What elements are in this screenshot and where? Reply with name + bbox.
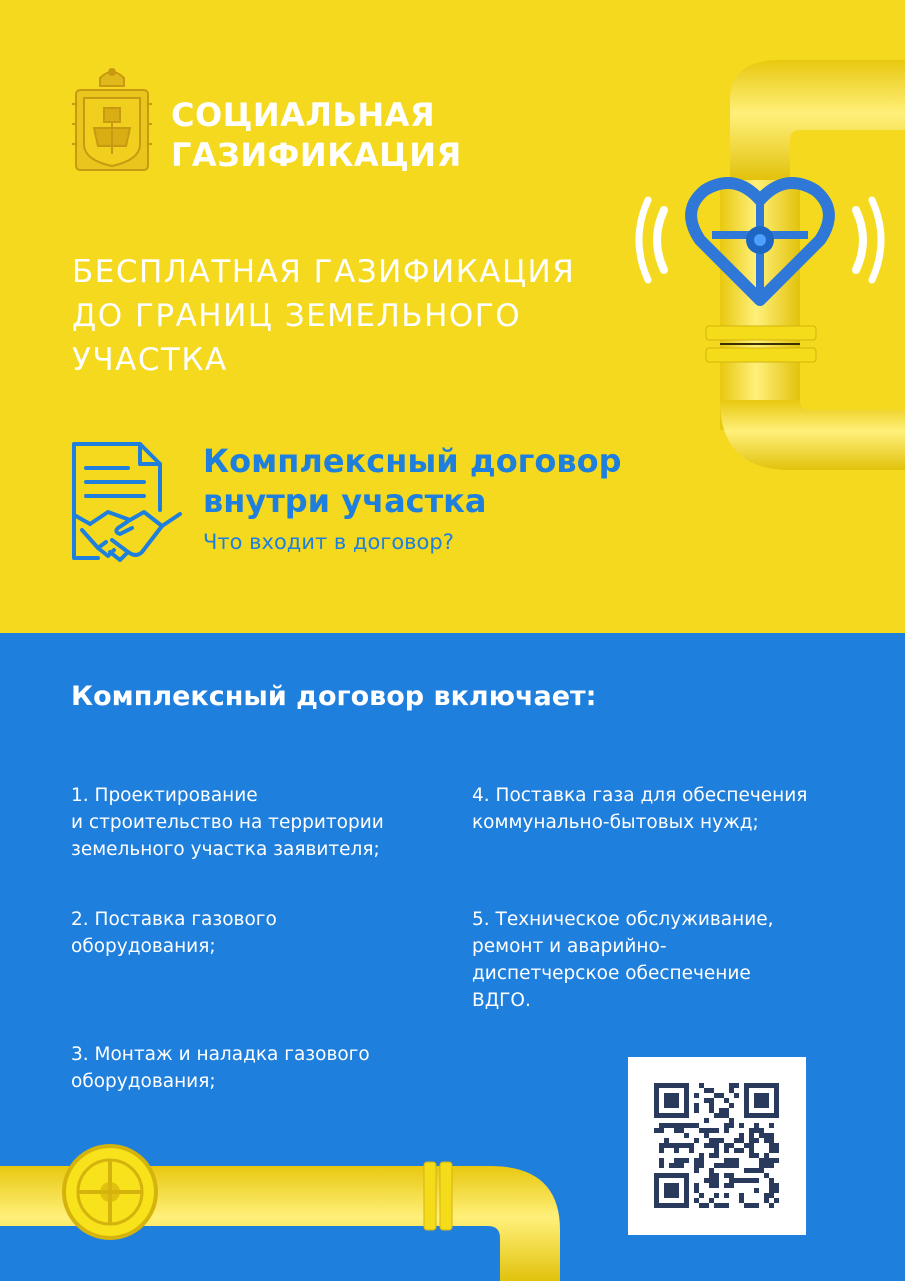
qr-code[interactable] <box>628 1057 806 1235</box>
contract-title <box>203 441 622 521</box>
headline-line-3: УЧАСТКА <box>72 342 228 378</box>
top-section <box>0 0 905 633</box>
list-item-5-line-4: ВДГО. <box>472 990 531 1011</box>
bottom-pipe-icon <box>0 1130 600 1281</box>
contract-handshake-icon <box>68 440 188 570</box>
contract-subtitle[interactable]: Что входит в договор? <box>203 530 454 554</box>
brand-line-2: ГАЗИФИКАЦИЯ <box>171 136 462 174</box>
list-item-1-line-3: земельного участка заявителя; <box>71 839 380 860</box>
headline-line-2: ДО ГРАНИЦ ЗЕМЕЛЬНОГО <box>72 298 522 334</box>
list-item-3-line-1: 3. Монтаж и наладка газового <box>71 1044 370 1065</box>
list-item-1 <box>71 782 384 863</box>
headline <box>72 250 575 382</box>
brand-title <box>171 95 462 175</box>
brand-line-1: СОЦИАЛЬНАЯ <box>171 96 436 134</box>
list-item-5 <box>472 906 774 1014</box>
list-item-2-line-1: 2. Поставка газового <box>71 909 277 930</box>
list-item-2 <box>71 906 277 960</box>
contract-title-line-2: внутри участка <box>203 482 487 520</box>
list-item-1-line-1: 1. Проектирование <box>71 785 258 806</box>
qr-code-icon <box>628 1057 806 1235</box>
list-item-5-line-2: ремонт и аварийно- <box>472 936 667 957</box>
heart-valve-pipe-icon <box>620 40 905 500</box>
list-item-2-line-2: оборудования; <box>71 936 216 957</box>
list-item-4 <box>472 782 807 836</box>
list-item-5-line-3: диспетчерское обеспечение <box>472 963 751 984</box>
headline-line-1: БЕСПЛАТНАЯ ГАЗИФИКАЦИЯ <box>72 254 576 290</box>
list-item-3-line-2: оборудования; <box>71 1071 216 1092</box>
list-item-4-line-2: коммунально-бытовых нужд; <box>472 812 759 833</box>
includes-title: Комплексный договор включает: <box>71 681 597 712</box>
list-item-5-line-1: 5. Техническое обслуживание, <box>472 909 774 930</box>
coat-of-arms-icon <box>70 64 154 176</box>
list-item-3 <box>71 1041 370 1095</box>
list-item-4-line-1: 4. Поставка газа для обеспечения <box>472 785 808 806</box>
contract-title-line-1: Комплексный договор <box>203 442 622 480</box>
list-item-1-line-2: и строительство на территории <box>71 812 384 833</box>
